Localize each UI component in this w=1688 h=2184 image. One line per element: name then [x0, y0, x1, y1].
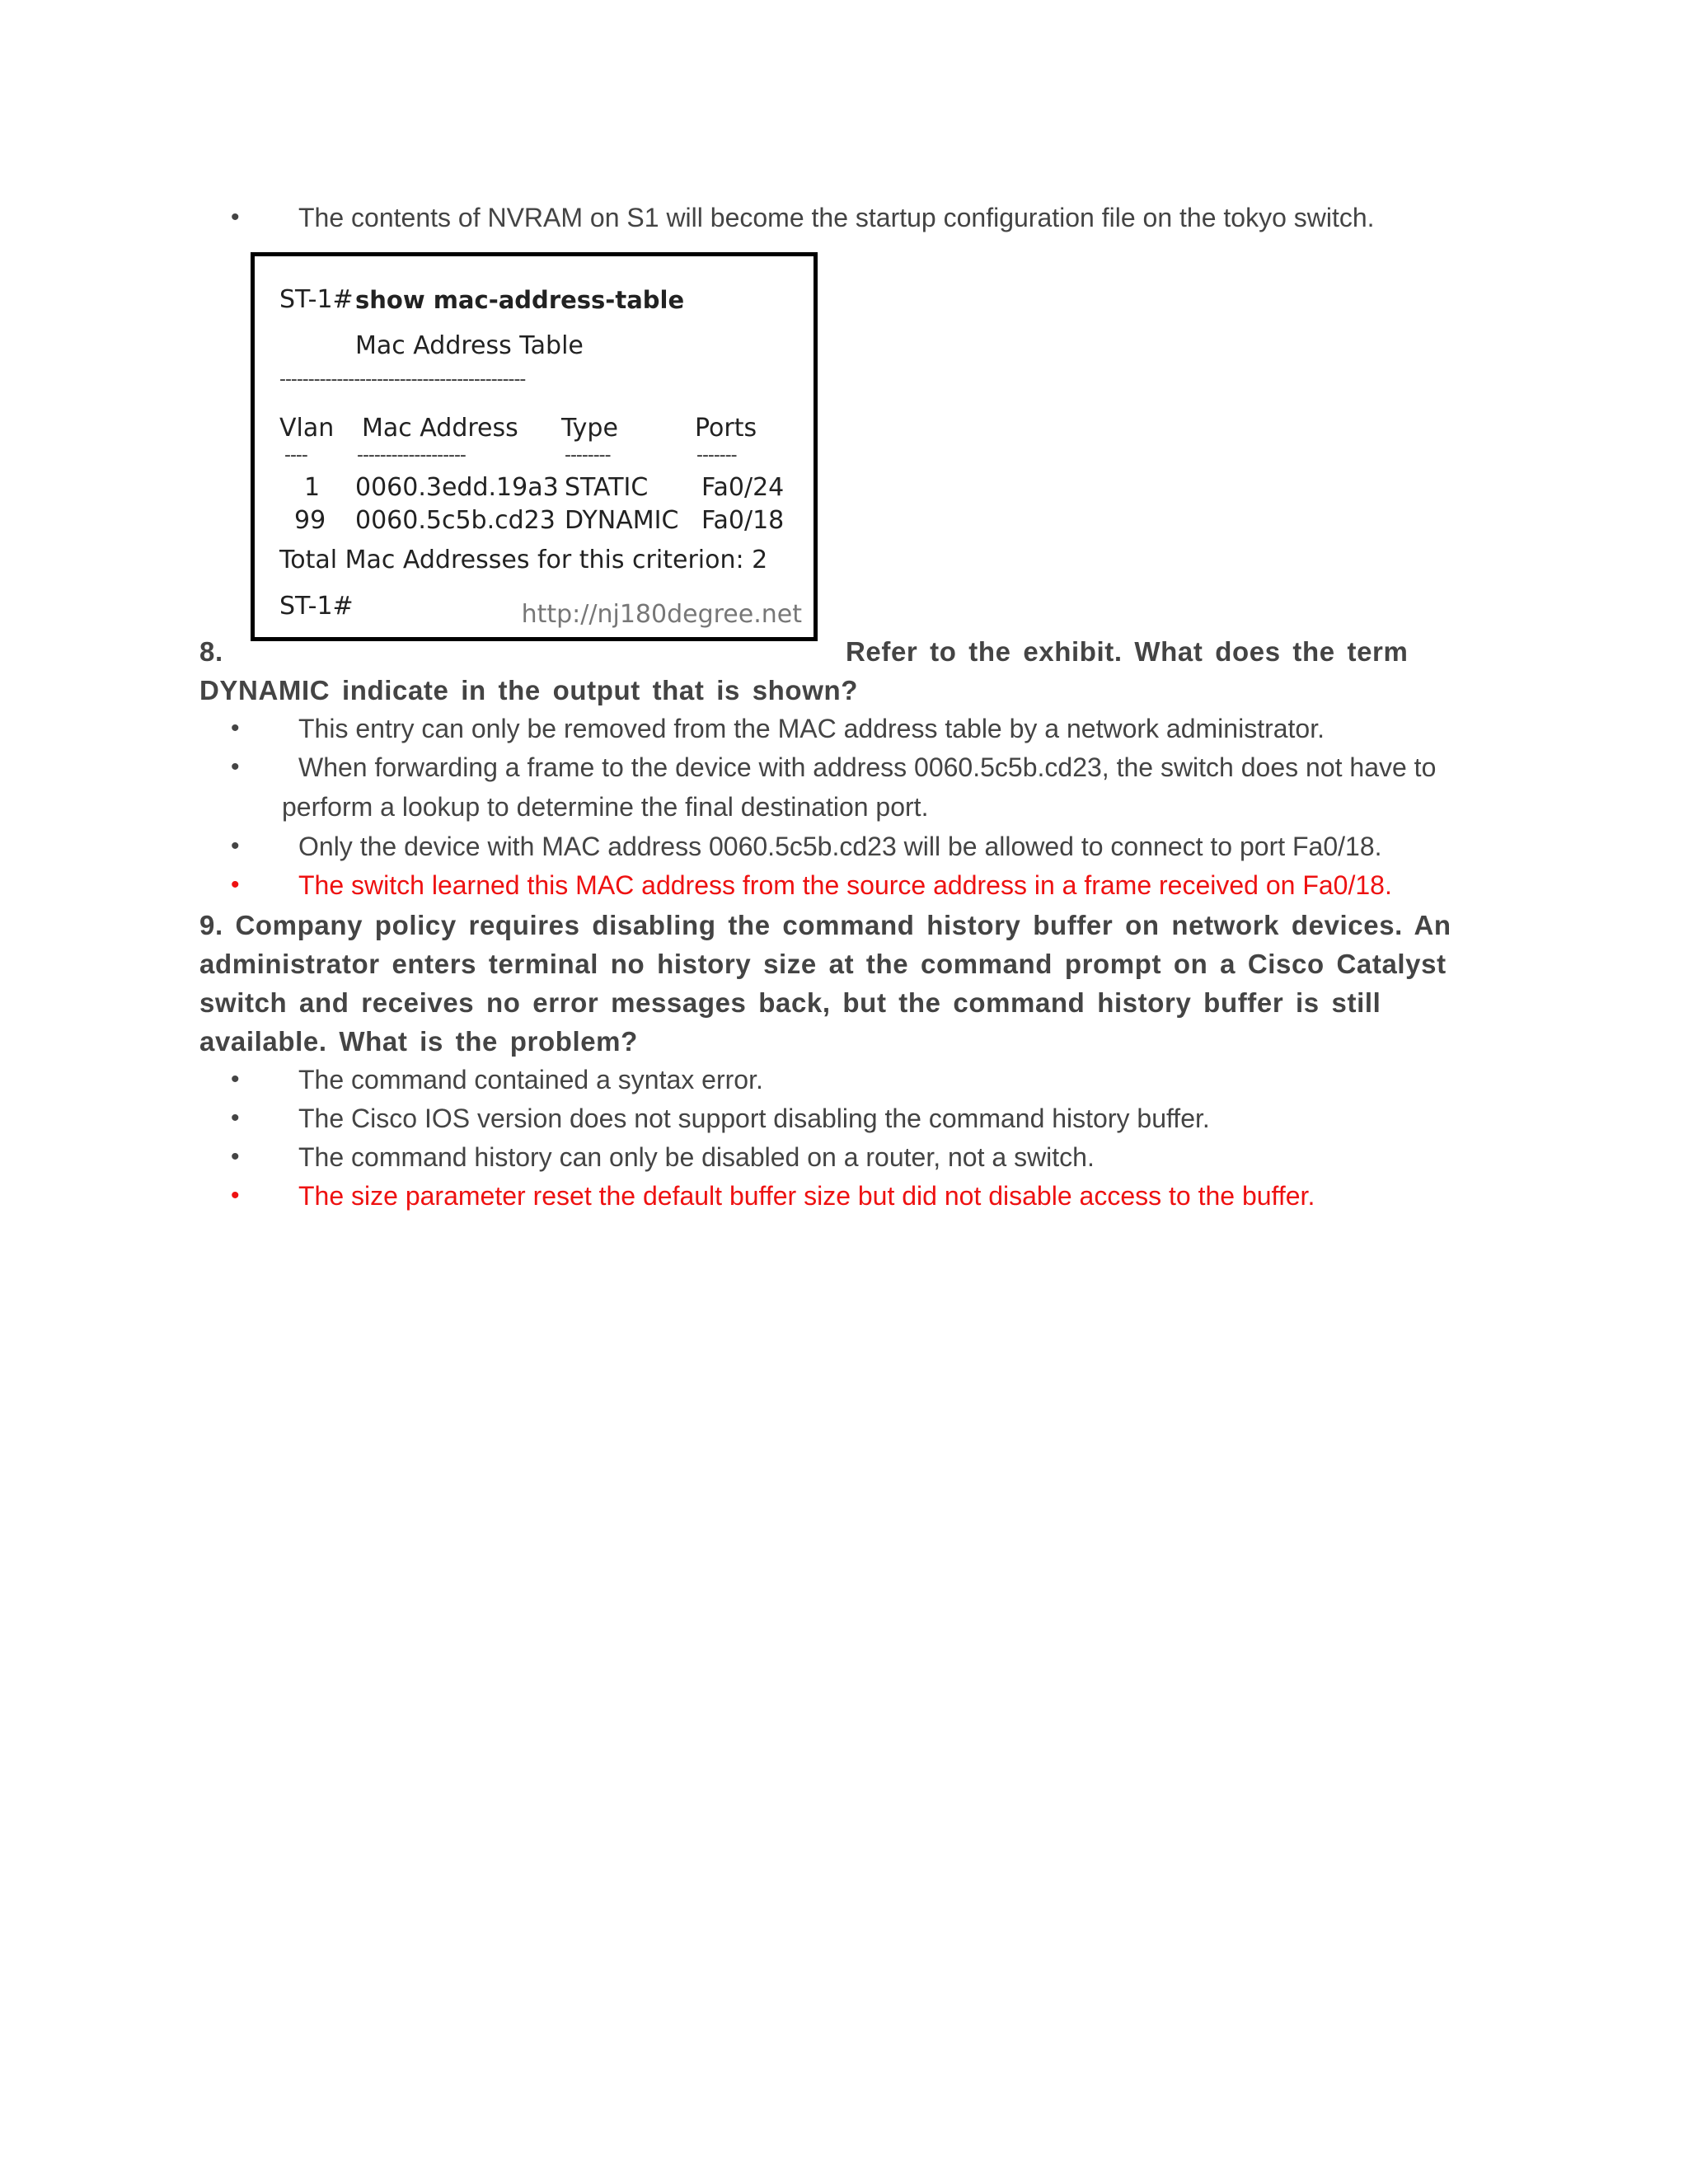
option-text: The size parameter reset the default buffer size but did not disable access to the buffer.	[298, 1181, 1315, 1211]
bullet: •	[231, 204, 240, 231]
exhibit-row1-mac: 0060.3edd.19a3	[355, 473, 559, 502]
bullet: •	[231, 1182, 240, 1209]
option-text-continued: perform a lookup to determine the final destination port.	[282, 792, 929, 822]
option-text: The contents of NVRAM on S1 will become the startup configuration file on the tokyo switch.	[298, 203, 1375, 232]
option-text: This entry can only be removed from the MAC address table by a network administrator.	[298, 714, 1325, 743]
exhibit-header-mac: Mac Address	[362, 414, 518, 443]
option-text: When forwarding a frame to the device with address 0060.5c5b.cd23, the switch does not have to	[298, 752, 1437, 782]
q9-line-2: administrator enters terminal no history size at the command prompt on a Cisco Catalyst	[199, 949, 1447, 979]
bullet: •	[231, 1066, 240, 1093]
exhibit-row2-mac: 0060.5c5b.cd23	[355, 506, 556, 535]
q8-text-line2: DYNAMIC indicate in the output that is shown?	[199, 675, 858, 705]
bullet: •	[231, 1143, 240, 1170]
option-text: The switch learned this MAC address from the source address in a frame received on Fa0/18.	[298, 870, 1392, 900]
bullet: •	[231, 871, 240, 898]
exhibit-header-ports: Ports	[695, 414, 757, 443]
option-text: The Cisco IOS version does not support disabling the command history buffer.	[298, 1104, 1210, 1133]
option-text: Only the device with MAC address 0060.5c5b.cd23 will be allowed to connect to port Fa0/18.	[298, 832, 1382, 861]
exhibit-header-type: Type	[561, 414, 618, 443]
q9-line-4: available. What is the problem?	[199, 1026, 638, 1057]
exhibit-row1-vlan: 1	[304, 473, 321, 502]
exhibit-row1-type: STATIC	[565, 473, 649, 502]
exhibit-watermark: http://nj180degree.net	[521, 600, 802, 629]
exhibit-row2-port: Fa0/18	[701, 506, 785, 535]
q9-line-1: 9. Company policy requires disabling the command history buffer on network devices. An	[199, 910, 1451, 940]
exhibit-table-title: Mac Address Table	[355, 331, 584, 360]
bullet: •	[231, 832, 240, 860]
q8-text-line1: Refer to the exhibit. What does the term	[846, 636, 1409, 667]
exhibit-dash-mac: -------------------	[357, 445, 466, 466]
bullet: •	[231, 1104, 240, 1132]
exhibit-image	[251, 252, 818, 641]
exhibit-command: show mac-address-table	[355, 286, 685, 314]
option-text: The command history can only be disabled on a router, not a switch.	[298, 1142, 1095, 1172]
exhibit-header-vlan: Vlan	[279, 414, 335, 443]
exhibit-total: Total Mac Addresses for this criterion: 2	[279, 546, 768, 574]
exhibit-row1-port: Fa0/24	[701, 473, 785, 502]
exhibit-row2-type: DYNAMIC	[565, 506, 679, 535]
exhibit-final-prompt: ST-1#	[279, 592, 354, 621]
exhibit-dash-ports: -------	[696, 445, 737, 466]
exhibit-prompt: ST-1#	[279, 285, 354, 314]
bullet: •	[231, 715, 240, 742]
option-text: The command contained a syntax error.	[298, 1065, 763, 1094]
exhibit-separator: -------------------------------------------	[279, 369, 526, 390]
q9-line-3: switch and receives no error messages back, but the command history buffer is still	[199, 987, 1381, 1018]
exhibit-row2-vlan: 99	[294, 506, 326, 535]
exhibit-dash-vlan: ----	[284, 445, 307, 466]
bullet: •	[231, 753, 240, 780]
exhibit-dash-type: --------	[565, 445, 611, 466]
q8-number: 8.	[199, 636, 223, 667]
